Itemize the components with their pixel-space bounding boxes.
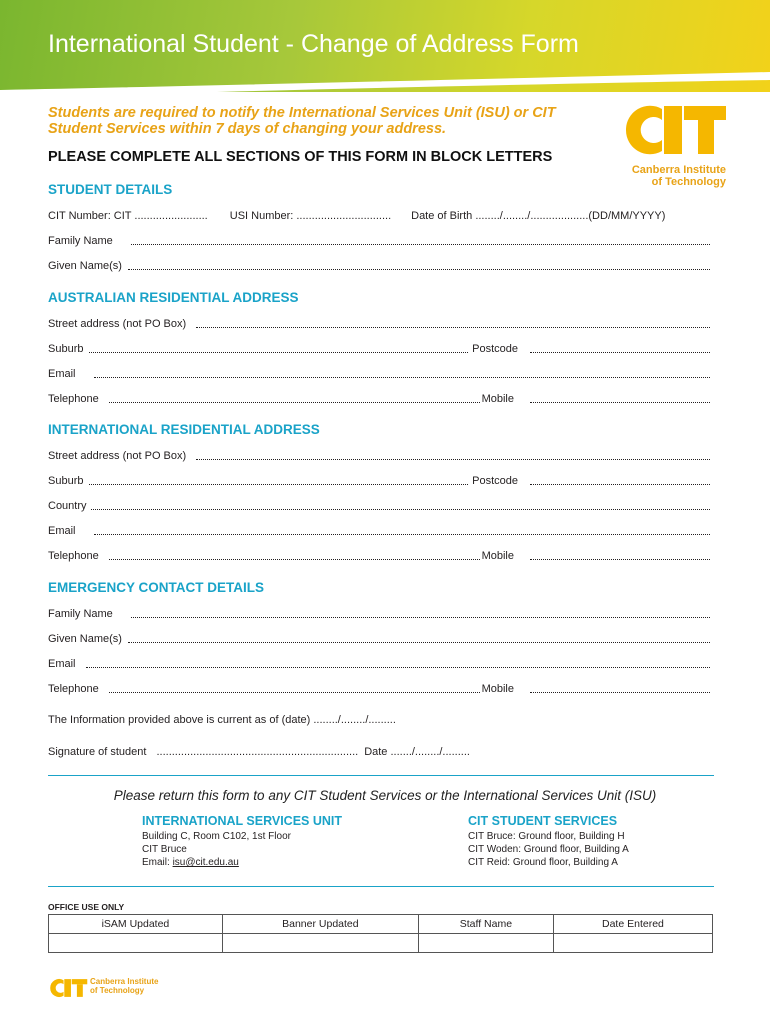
staff-name-cell[interactable] [418, 934, 553, 953]
au-street-label: Street address (not PO Box) [48, 318, 187, 330]
cit-logo [620, 100, 728, 188]
int-mobile-label: Mobile [481, 550, 514, 562]
signature-date-field[interactable]: Date ......./......../......... [364, 746, 470, 758]
int-country-label: Country [48, 500, 87, 512]
au-email-field[interactable] [94, 377, 710, 378]
footer-cit-logo-icon [48, 975, 88, 1001]
au-mobile-label: Mobile [481, 393, 514, 405]
cit-logo-icon [620, 100, 728, 160]
instruction-heading: PLEASE COMPLETE ALL SECTIONS OF THIS FORM IN BLOCK LETTERS [48, 149, 553, 165]
row-current-as-of [48, 712, 714, 726]
col-isam-updated: iSAM Updated [49, 915, 223, 934]
given-names-label: Given Name(s) [48, 260, 122, 272]
student-services-line2: CIT Woden: Ground floor, Building A [468, 844, 629, 855]
ec-family-name-label: Family Name [48, 608, 113, 620]
page-title: International Student - Change of Address Form [48, 30, 579, 58]
int-country-field[interactable] [91, 509, 710, 510]
int-mobile-field[interactable] [530, 559, 710, 560]
row-ec-family-name [48, 606, 714, 620]
date-entered-cell[interactable] [553, 934, 712, 953]
section-heading-international-address: INTERNATIONAL RESIDENTIAL ADDRESS [48, 422, 320, 437]
ec-given-names-field[interactable] [128, 642, 710, 643]
int-postcode-field[interactable] [530, 484, 710, 485]
footer-logo-line2: of Technology [90, 986, 145, 995]
isu-heading: INTERNATIONAL SERVICES UNIT [142, 814, 343, 828]
int-email-field[interactable] [94, 534, 710, 535]
row-int-email [48, 523, 714, 537]
logo-text-line1: Canberra Institute [631, 164, 726, 176]
divider [48, 775, 714, 776]
row-ec-given-names [48, 631, 714, 645]
col-staff-name: Staff Name [418, 915, 553, 934]
row-ec-telephone-mobile [48, 681, 714, 695]
intro-text: Students are required to notify the International Services Unit (ISU) or CIT Student Services within 7 days of changing your address. [48, 105, 556, 137]
ec-family-name-field[interactable] [131, 617, 710, 618]
row-family-name [48, 233, 714, 247]
au-suburb-field[interactable] [89, 352, 468, 353]
isu-line2: CIT Bruce [142, 844, 187, 855]
isu-email-label: Email: [142, 857, 173, 868]
student-services-heading: CIT STUDENT SERVICES [468, 814, 618, 828]
int-postcode-label: Postcode [472, 475, 518, 487]
section-heading-australian-address: AUSTRALIAN RESIDENTIAL ADDRESS [48, 290, 299, 305]
au-postcode-label: Postcode [472, 343, 518, 355]
footer-logo-line1: Canberra Institute [90, 977, 159, 986]
ec-telephone-field[interactable] [109, 692, 480, 693]
usi-number-field[interactable]: USI Number: ............................... [229, 210, 392, 222]
au-telephone-label: Telephone [48, 393, 99, 405]
isam-updated-cell[interactable] [49, 934, 223, 953]
row-au-street [48, 316, 714, 330]
signature-field[interactable]: .................................................................. [156, 746, 359, 758]
student-services-line3: CIT Reid: Ground floor, Building A [468, 857, 618, 868]
int-suburb-field[interactable] [89, 484, 468, 485]
ec-mobile-label: Mobile [481, 683, 514, 695]
au-street-field[interactable] [196, 327, 710, 328]
given-names-field[interactable] [128, 269, 710, 270]
logo-text-line2: of Technology [651, 176, 726, 188]
int-suburb-label: Suburb [48, 475, 84, 487]
row-ec-email [48, 656, 714, 670]
int-telephone-label: Telephone [48, 550, 99, 562]
ec-email-label: Email [48, 658, 76, 670]
ec-email-field[interactable] [86, 667, 710, 668]
student-services-details [468, 830, 629, 869]
row-int-country [48, 498, 714, 512]
au-suburb-label: Suburb [48, 343, 84, 355]
divider [48, 886, 714, 887]
current-as-of-field[interactable]: The Information provided above is current as of (date) ......../......../......... [48, 714, 396, 726]
family-name-label: Family Name [48, 235, 113, 247]
office-use-entry-row [49, 934, 713, 953]
student-services-line1: CIT Bruce: Ground floor, Building H [468, 831, 625, 842]
cit-number-field[interactable]: CIT Number: CIT ........................ [48, 210, 208, 222]
au-mobile-field[interactable] [530, 402, 710, 403]
office-use-heading: OFFICE USE ONLY [48, 902, 125, 912]
ec-given-names-label: Given Name(s) [48, 633, 122, 645]
row-int-telephone-mobile [48, 548, 714, 562]
family-name-field[interactable] [131, 244, 710, 245]
ec-mobile-field[interactable] [530, 692, 710, 693]
row-au-telephone-mobile [48, 391, 714, 405]
au-email-label: Email [48, 368, 76, 380]
row-given-names [48, 258, 714, 272]
footer-logo-text [90, 977, 158, 995]
return-instruction: Please return this form to any CIT Student Services or the International Services Unit (ISU) [113, 788, 657, 803]
isu-email-row [142, 856, 291, 869]
row-signature [48, 744, 714, 758]
date-of-birth-field[interactable]: Date of Birth ......../......../...................(DD/MM/YYYY) [411, 210, 666, 222]
col-date-entered: Date Entered [553, 915, 712, 934]
row-int-street [48, 448, 714, 462]
int-telephone-field[interactable] [109, 559, 480, 560]
office-use-table [48, 914, 713, 953]
row-au-email [48, 366, 714, 380]
row-au-suburb-postcode [48, 341, 714, 355]
col-banner-updated: Banner Updated [222, 915, 418, 934]
isu-line1: Building C, Room C102, 1st Floor [142, 831, 291, 842]
au-postcode-field[interactable] [530, 352, 710, 353]
int-street-label: Street address (not PO Box) [48, 450, 187, 462]
au-telephone-field[interactable] [109, 402, 480, 403]
row-cit-usi-dob [48, 208, 714, 222]
office-use-header-row [49, 915, 713, 934]
int-street-field[interactable] [196, 459, 710, 460]
row-int-suburb-postcode [48, 473, 714, 487]
section-heading-emergency-contact: EMERGENCY CONTACT DETAILS [48, 580, 265, 595]
isu-details [142, 830, 291, 869]
isu-email-link[interactable]: isu@cit.edu.au [172, 857, 239, 868]
int-email-label: Email [48, 525, 76, 537]
banner-updated-cell[interactable] [222, 934, 418, 953]
signature-label: Signature of student [48, 746, 147, 758]
section-heading-student-details: STUDENT DETAILS [48, 182, 173, 197]
ec-telephone-label: Telephone [48, 683, 99, 695]
